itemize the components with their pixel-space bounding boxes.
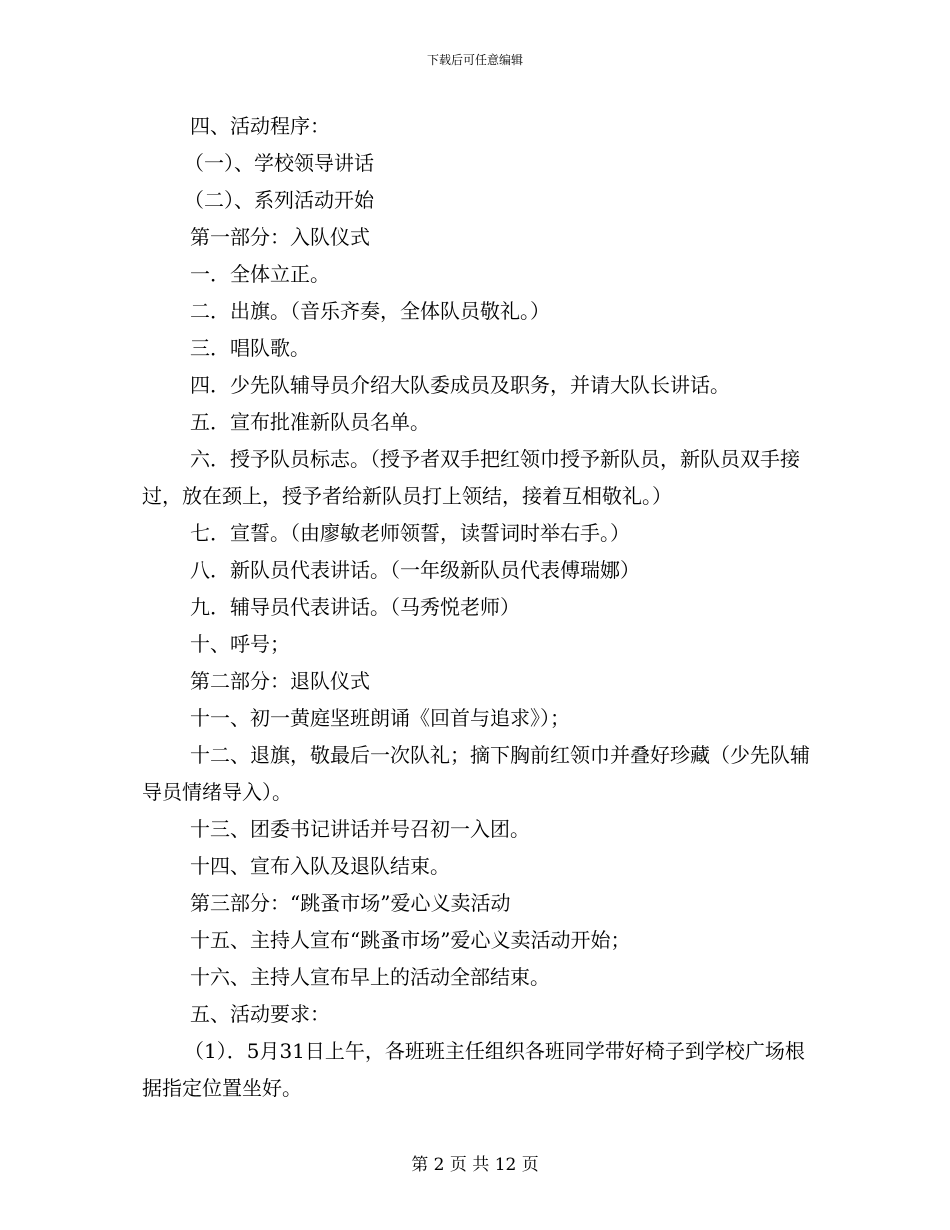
section-heading-requirements: 五、活动要求： bbox=[190, 1002, 330, 1026]
step-3: 三．唱队歌。 bbox=[190, 336, 310, 360]
step-5: 五．宣布批准新队员名单。 bbox=[190, 410, 430, 434]
procedure-item-1: （一）、学校领导讲话 bbox=[184, 151, 374, 175]
section-heading-activity-procedure: 四、活动程序： bbox=[190, 114, 330, 138]
step-1: 一．全体立正。 bbox=[190, 262, 330, 286]
step-16: 十六、主持人宣布早上的活动全部结束。 bbox=[190, 965, 550, 989]
step-10: 十、呼号； bbox=[190, 632, 290, 656]
step-15: 十五、主持人宣布“跳蚤市场”爱心义卖活动开始； bbox=[190, 928, 631, 952]
page-footer-page-number: 第 2 页 共 12 页 bbox=[411, 1155, 539, 1175]
step-13: 十三、团委书记讲话并号召初一入团。 bbox=[190, 817, 530, 841]
step-4: 四．少先队辅导员介绍大队委成员及职务，并请大队长讲话。 bbox=[190, 373, 730, 397]
step-9: 九．辅导员代表讲话。（马秀悦老师） bbox=[190, 595, 520, 619]
part-heading-1: 第一部分：入队仪式 bbox=[190, 225, 370, 249]
step-6: 六．授予队员标志。（授予者双手把红领巾授予新队员，新队员双手接过，放在颈上，授予者给新队员打上领结，接着互相敬礼。） bbox=[142, 447, 800, 508]
step-14: 十四、宣布入队及退队结束。 bbox=[190, 854, 450, 878]
part-heading-3: 第三部分：“跳蚤市场”爱心义卖活动 bbox=[190, 891, 511, 915]
part-heading-2: 第二部分：退队仪式 bbox=[190, 669, 370, 693]
step-8: 八．新队员代表讲话。（一年级新队员代表傅瑞娜） bbox=[190, 558, 640, 582]
procedure-item-2: （二）、系列活动开始 bbox=[184, 188, 374, 212]
step-7: 七．宣誓。（由廖敏老师领誓，读誓词时举右手。） bbox=[190, 521, 630, 545]
document-body bbox=[142, 108, 814, 1107]
page-header: 下载后可任意编辑 bbox=[426, 53, 523, 67]
requirement-1: （1）．5月31日上午，各班班主任组织各班同学带好椅子到学校广场根据指定位置坐好。 bbox=[142, 1039, 805, 1100]
step-2: 二．出旗。（音乐齐奏，全体队员敬礼。） bbox=[190, 299, 550, 323]
step-12: 十二、退旗，敬最后一次队礼；摘下胸前红领巾并叠好珍藏（少先队辅导员情绪导入）。 bbox=[142, 743, 810, 804]
step-11: 十一、初一黄庭坚班朗诵《回首与追求》）； bbox=[190, 706, 570, 730]
